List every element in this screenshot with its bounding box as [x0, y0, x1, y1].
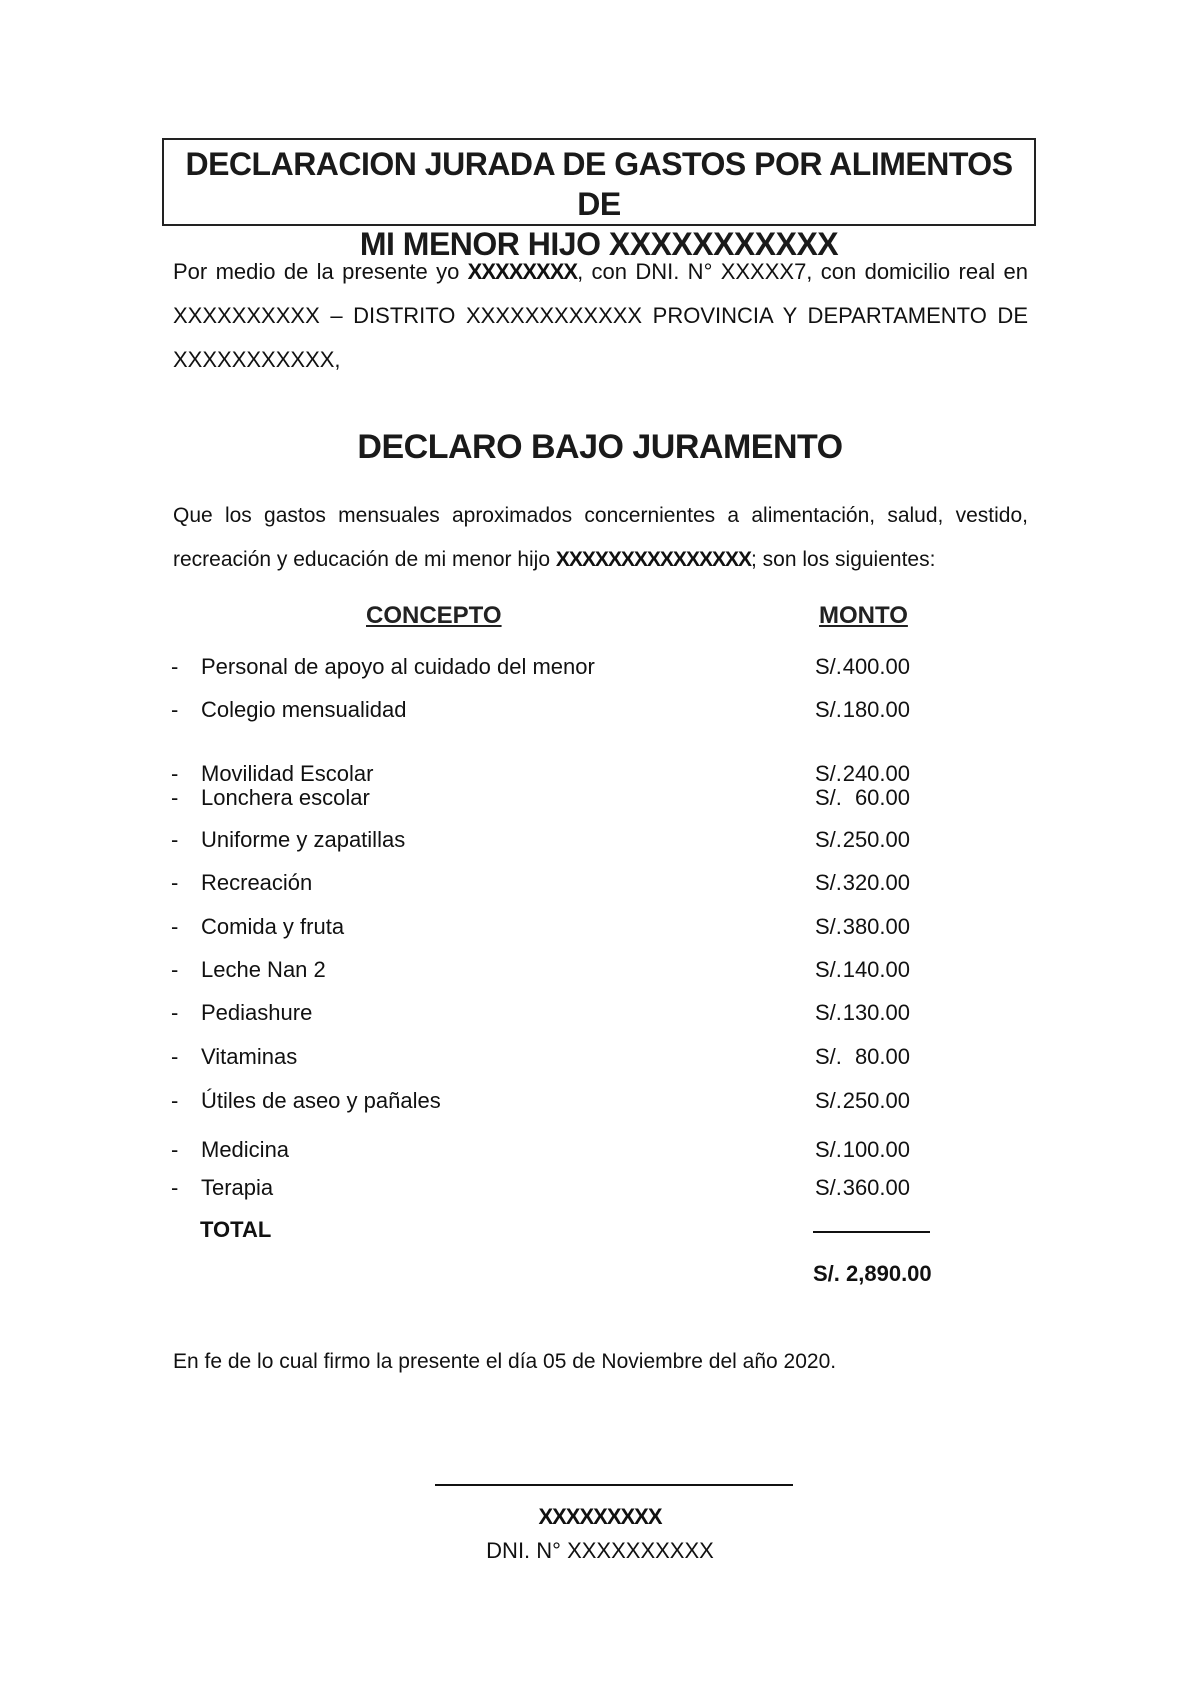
- expense-row: [0, 1088, 1200, 1118]
- row-label: Movilidad Escolar: [201, 761, 374, 786]
- row-label: Leche Nan 2: [201, 957, 326, 982]
- expense-row: [0, 870, 1200, 900]
- signature-line: [435, 1484, 793, 1486]
- signer-dni: DNI. N° XXXXXXXXXX: [486, 1538, 714, 1563]
- expense-row: [0, 697, 1200, 727]
- expense-row: [0, 1044, 1200, 1074]
- row-value: 400.00: [842, 654, 910, 679]
- expense-row: [0, 1175, 1200, 1205]
- row-value: 180.00: [842, 697, 910, 722]
- document-title-box: [162, 138, 1036, 262]
- row-dash: -: [171, 870, 179, 895]
- declaration-heading: DECLARO BAJO JURAMENTO: [357, 428, 843, 466]
- row-currency: S/.: [815, 1088, 842, 1113]
- total-divider: [813, 1231, 930, 1233]
- row-value: 380.00: [842, 914, 910, 939]
- row-dash: -: [171, 761, 179, 786]
- row-value: 140.00: [842, 957, 910, 982]
- row-value: 250.00: [842, 827, 910, 852]
- row-dash: -: [171, 785, 179, 810]
- row-currency: S/.: [815, 870, 842, 895]
- amount-column-header: MONTO: [819, 602, 908, 629]
- row-value: 130.00: [842, 1000, 910, 1025]
- row-label: Lonchera escolar: [201, 785, 370, 810]
- row-value: 80.00: [854, 1044, 910, 1069]
- expense-row: [0, 785, 1200, 815]
- row-dash: -: [171, 1044, 179, 1069]
- row-currency: S/.: [815, 1044, 842, 1069]
- expenses-intro-text-2: ; son los siguientes:: [750, 548, 936, 571]
- row-value: 250.00: [842, 1088, 910, 1113]
- expense-row: [0, 1000, 1200, 1030]
- row-dash: -: [171, 1088, 179, 1113]
- row-value: 240.00: [842, 761, 910, 786]
- row-currency: S/.: [815, 697, 842, 722]
- closing-statement: En fe de lo cual firmo la presente el día 05 de Noviembre del año 2020.: [173, 1350, 837, 1373]
- total-amount: S/. 2,890.00: [813, 1261, 932, 1286]
- total-label: TOTAL: [200, 1217, 272, 1242]
- declarant-name: XXXXXXXX: [467, 259, 578, 284]
- row-value: 60.00: [854, 785, 910, 810]
- signer-name: XXXXXXXXX: [538, 1504, 662, 1529]
- row-label: Uniforme y zapatillas: [201, 827, 406, 852]
- row-dash: -: [171, 827, 179, 852]
- row-dash: -: [171, 1000, 179, 1025]
- row-label: Personal de apoyo al cuidado del menor: [201, 654, 595, 679]
- row-label: Vitaminas: [201, 1044, 298, 1069]
- row-label: Recreación: [201, 870, 313, 895]
- row-dash: -: [171, 914, 179, 939]
- row-value: 360.00: [842, 1175, 910, 1200]
- row-dash: -: [171, 654, 179, 679]
- row-currency: S/.: [815, 1175, 842, 1200]
- child-name: XXXXXXXXXXXXXXX: [555, 548, 751, 571]
- row-label: Colegio mensualidad: [201, 697, 407, 722]
- title-line-1: DECLARACION JURADA DE GASTOS POR ALIMENTOS DE: [185, 146, 1013, 222]
- row-value: 320.00: [842, 870, 910, 895]
- row-value: 100.00: [842, 1137, 910, 1162]
- expense-row: [0, 654, 1200, 684]
- expense-row: [0, 1137, 1200, 1167]
- row-currency: S/.: [815, 914, 842, 939]
- row-currency: S/.: [815, 827, 842, 852]
- row-currency: S/.: [815, 1000, 842, 1025]
- row-label: Terapia: [201, 1175, 274, 1200]
- row-currency: S/.: [815, 761, 842, 786]
- expenses-intro-text-1: Que los gastos mensuales aproximados concernientes a alimentación, salud, vestido, recreación y educación de mi menor hijo: [173, 504, 1028, 571]
- row-label: Útiles de aseo y pañales: [201, 1088, 441, 1113]
- row-currency: S/.: [815, 654, 842, 679]
- intro-text-1: Por medio de la presente yo: [173, 259, 468, 284]
- concept-column-header: CONCEPTO: [366, 602, 502, 629]
- row-label: Medicina: [201, 1137, 290, 1162]
- row-dash: -: [171, 697, 179, 722]
- expense-row: [0, 914, 1200, 944]
- intro-paragraph: [173, 250, 1028, 382]
- row-dash: -: [171, 957, 179, 982]
- intro-text-2: , con DNI. N° XXXXX7, con domicilio real en XXXXXXXXXX – DISTRITO XXXXXXXXXXXX PROVINCIA Y DEPARTAMENTO DE XXXXXXXXXXX,: [173, 259, 1029, 372]
- expense-row: [0, 957, 1200, 987]
- row-label: Pediashure: [201, 1000, 313, 1025]
- title-line-2-prefix: MI MENOR HIJO: [359, 226, 609, 262]
- title-child-name: XXXXXXXXXXX: [608, 226, 839, 262]
- row-currency: S/.: [815, 1137, 842, 1162]
- row-dash: -: [171, 1137, 179, 1162]
- row-currency: S/.: [815, 957, 842, 982]
- expenses-intro-paragraph: [173, 494, 1028, 582]
- expense-row: [0, 827, 1200, 857]
- row-currency: S/.: [815, 785, 842, 810]
- row-dash: -: [171, 1175, 179, 1200]
- row-label: Comida y fruta: [201, 914, 345, 939]
